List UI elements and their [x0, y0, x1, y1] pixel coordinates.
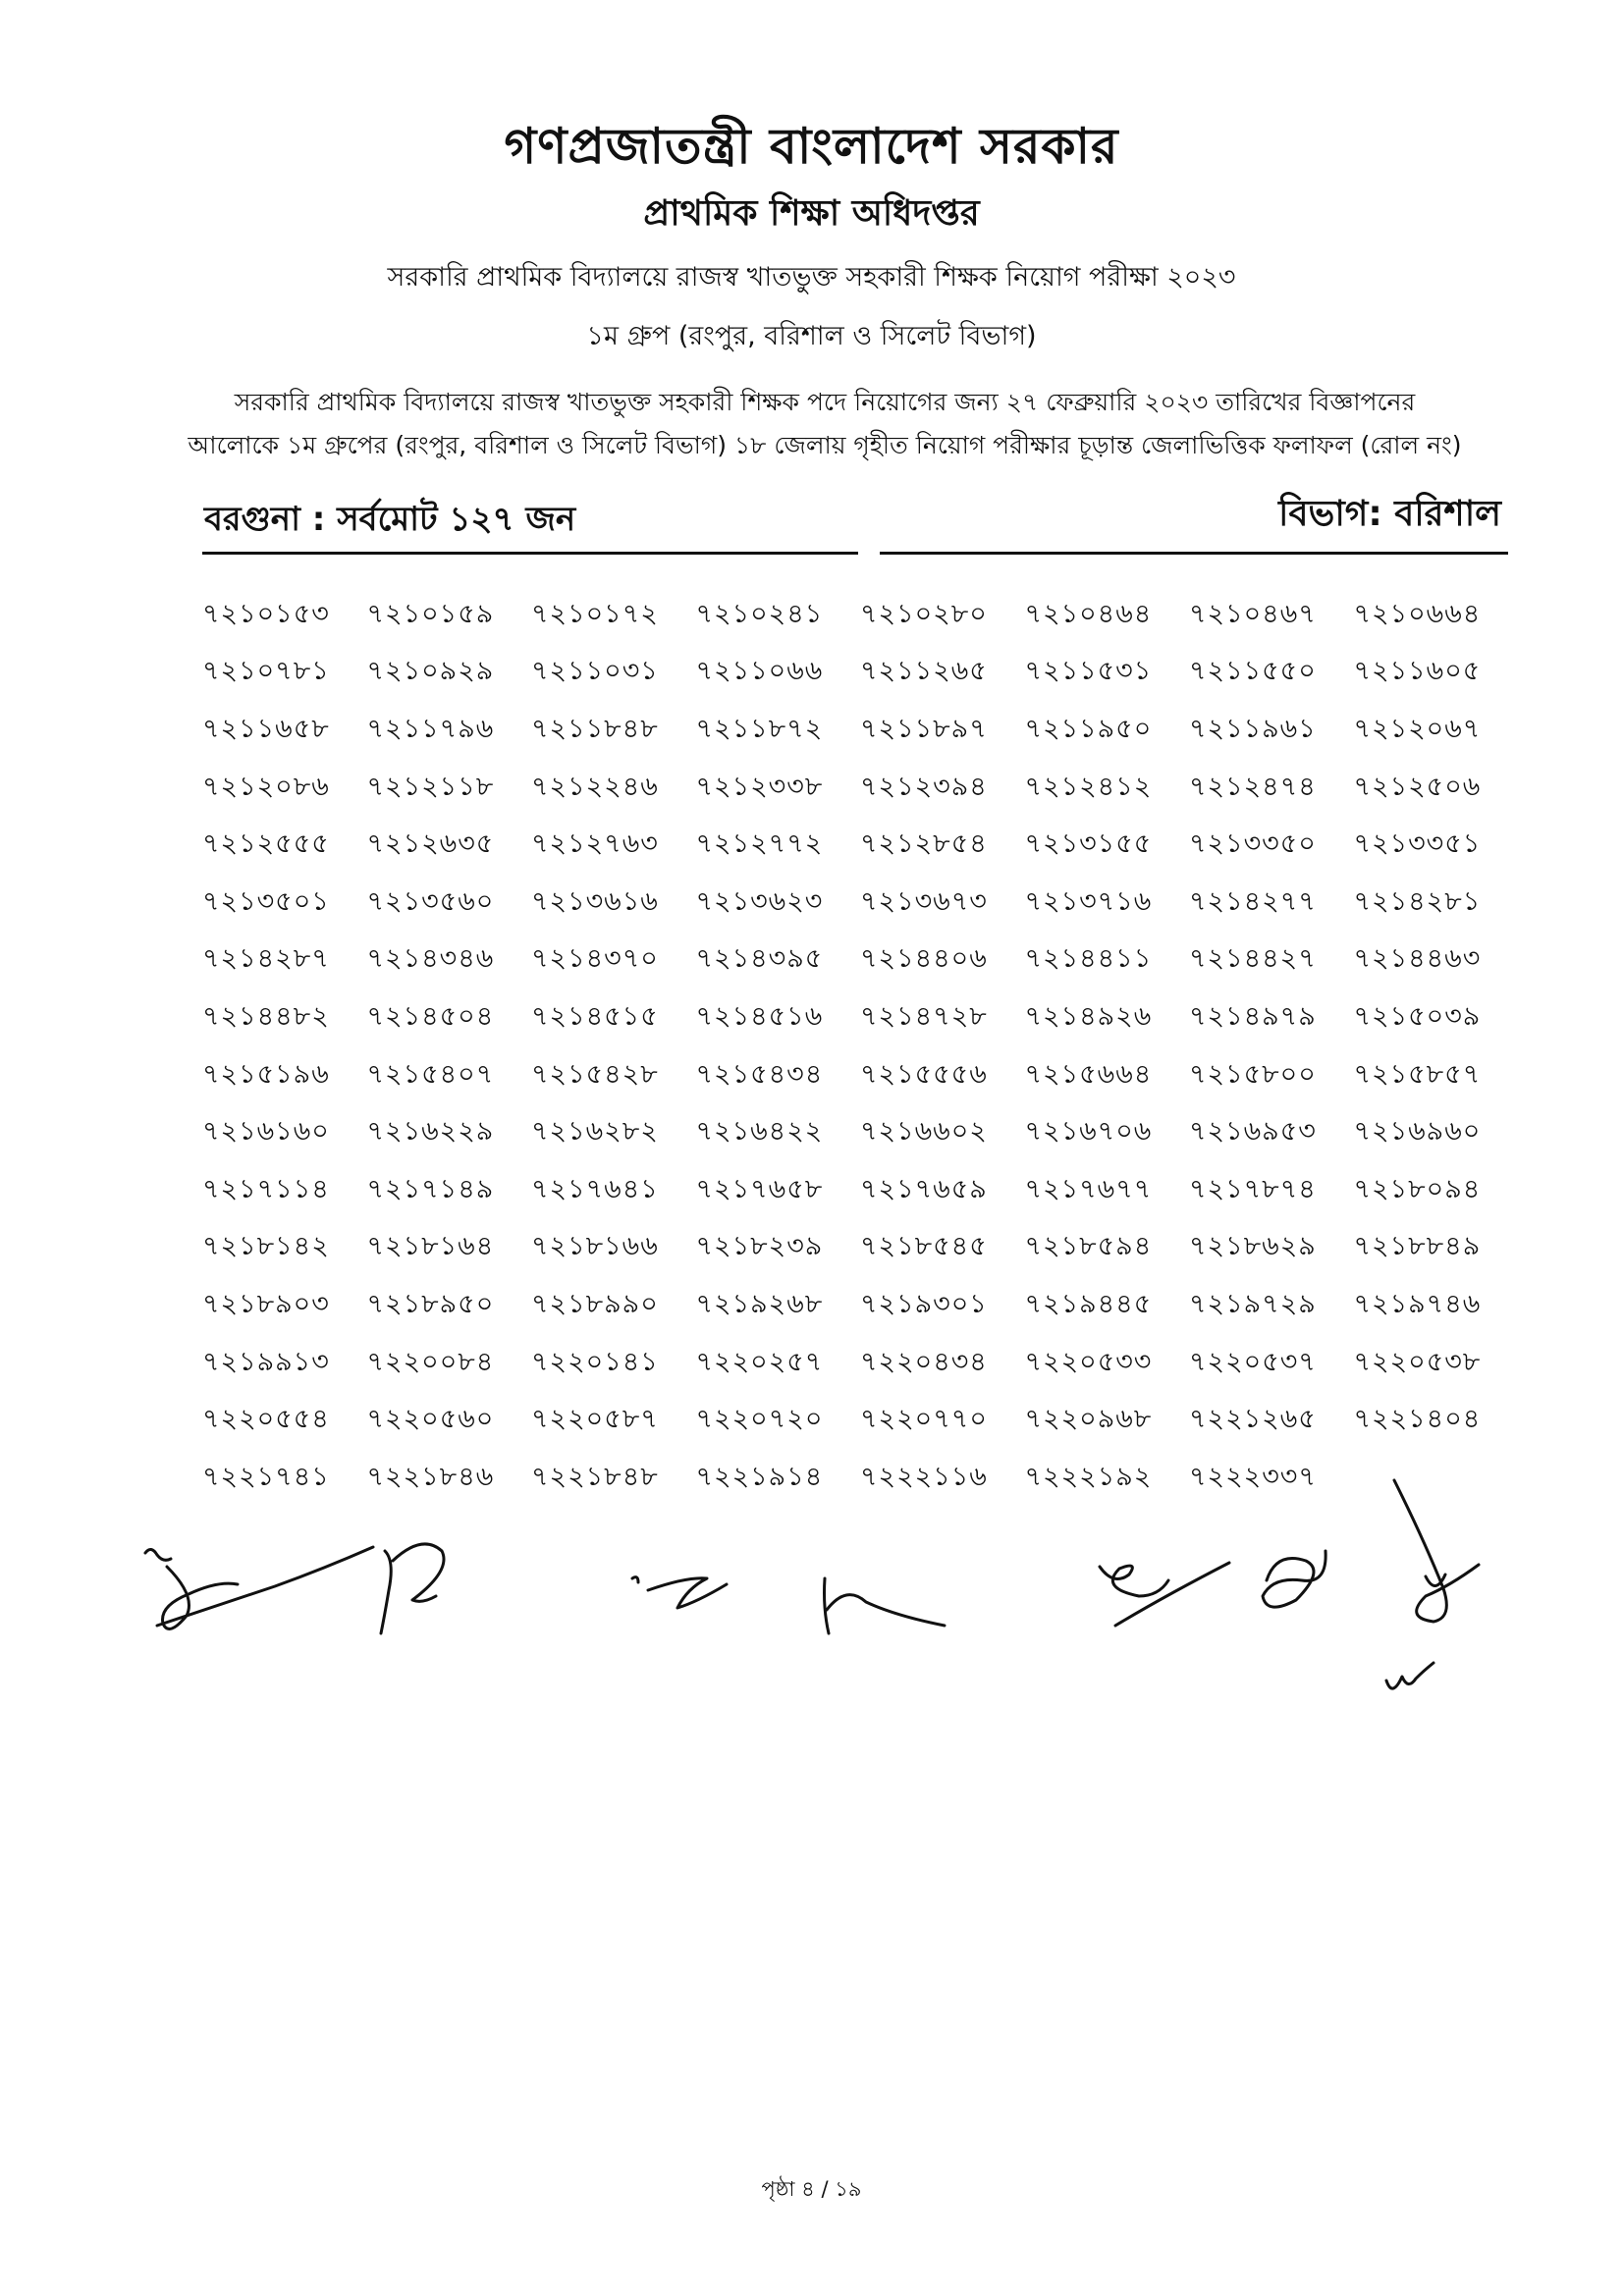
roll-number: ৭২১১৮৪৮ — [531, 713, 659, 744]
roll-number: ৭২১৮২৩৯ — [695, 1231, 824, 1262]
roll-number: ৭২১১৬০৫ — [1353, 656, 1482, 687]
roll-number: ৭২১৮১৬৬ — [531, 1231, 659, 1262]
roll-number: ৭২১৬৬০২ — [860, 1116, 988, 1148]
roll-number: ৭২১৭১৪৯ — [366, 1173, 495, 1204]
signature-4 — [825, 1578, 946, 1633]
roll-number: ৭২১৪৯২৬ — [1024, 1000, 1153, 1032]
roll-number: ৭২১৭১১৪ — [202, 1173, 330, 1204]
roll-number: ৭২১৬৯৫৩ — [1189, 1116, 1317, 1148]
roll-number: ৭২১২০৬৭ — [1353, 713, 1482, 744]
roll-number: ৭২২০১৪১ — [531, 1346, 659, 1377]
roll-number: ৭২১১৮৭২ — [695, 713, 824, 744]
roll-number: ৭২১৬৭০৬ — [1024, 1116, 1153, 1148]
roll-number: ৭২২১৭৪১ — [202, 1461, 330, 1492]
roll-number: ৭২১০২৮০ — [860, 598, 988, 629]
roll-number: ৭২১৭৬৭৭ — [1024, 1173, 1153, 1204]
roll-number: ৭২২০৫৬০ — [366, 1404, 495, 1435]
roll-number: ৭২২২১৯২ — [1024, 1461, 1153, 1492]
roll-number: ৭২১৮৯৯০ — [531, 1288, 659, 1319]
roll-number: ৭২১৪৭২৮ — [860, 1000, 988, 1032]
roll-number: ৭২১৫০৩৯ — [1353, 1000, 1482, 1032]
roll-number: ৭২১৮১৬৪ — [366, 1231, 495, 1262]
roll-number: ৭২১৩৬১৬ — [531, 885, 659, 917]
roll-number: ৭২১৭৮৭৪ — [1189, 1173, 1317, 1204]
roll-number: ৭২১৫৪০৭ — [366, 1058, 495, 1090]
district-heading: বরগুনা : সর্বমোট ১২৭ জন — [204, 500, 576, 539]
roll-number: ৭২১১০৬৬ — [695, 656, 824, 687]
roll-number: ৭২১৩৩৫০ — [1189, 828, 1317, 860]
roll-number: ৭২২০৭৭০ — [860, 1404, 988, 1435]
roll-number: ৭২১৪৩৪৬ — [366, 943, 495, 975]
roll-number: ৭২১০১৭২ — [531, 598, 659, 629]
roll-number: ৭২১১০৩১ — [531, 656, 659, 687]
roll-number: ৭২১৪৫০৪ — [366, 1000, 495, 1032]
roll-number: ৭২১৯২৬৮ — [695, 1288, 824, 1319]
roll-number: ৭২১৬৯৬০ — [1353, 1116, 1482, 1148]
roll-number: ৭২১১২৬৫ — [860, 656, 988, 687]
roll-number: ৭২২১২৬৫ — [1189, 1404, 1317, 1435]
roll-number: ৭২১২২৪৬ — [531, 771, 659, 802]
roll-number: ৭২১৩১৫৫ — [1024, 828, 1153, 860]
notice-line: আলোকে ১ম গ্রুপের (রংপুর, বরিশাল ও সিলেট বিভাগ) ১৮ জেলায় গৃহীত নিয়োগ পরীক্ষার চূড়ান্ত জেলাভিত্তিক ফলাফল (রোল নং) — [188, 431, 1462, 459]
roll-number: ৭২১২৩৩৮ — [695, 771, 824, 802]
roll-number: ৭২১৪৪২৭ — [1189, 943, 1317, 975]
signature-8 — [1386, 1663, 1434, 1688]
roll-number: ৭২১৯৯১৩ — [202, 1346, 330, 1377]
roll-number: ৭২১৫৮৫৭ — [1353, 1058, 1482, 1090]
roll-number: ৭২২২৩৩৭ — [1189, 1461, 1317, 1492]
roll-number: ৭২১২০৮৬ — [202, 771, 330, 802]
roll-number: ৭২২১৯১৪ — [695, 1461, 824, 1492]
signature-6 — [1263, 1551, 1325, 1607]
group-title: ১ম গ্রুপ (রংপুর, বরিশাল ও সিলেট বিভাগ) — [586, 321, 1037, 351]
roll-number: ৭২১৫৮০০ — [1189, 1058, 1317, 1090]
roll-number: ৭২১৪২৮৭ — [202, 943, 330, 975]
roll-number: ৭২১০৪৬৪ — [1024, 598, 1153, 629]
roll-number: ৭২১৯৪৪৫ — [1024, 1288, 1153, 1319]
roll-number: ৭২১৪৩৯৫ — [695, 943, 824, 975]
roll-number: ৭২১৪২৭৭ — [1189, 885, 1317, 917]
roll-number: ৭২১৩৫৬০ — [366, 885, 495, 917]
roll-number: ৭২১২১১৮ — [366, 771, 495, 802]
roll-number: ৭২১২৭৭২ — [695, 828, 824, 860]
roll-number: ৭২১৪৪১১ — [1024, 943, 1153, 975]
roll-number: ৭২১৭৬৫৯ — [860, 1173, 988, 1204]
roll-number: ৭২১৪৯৭৯ — [1189, 1000, 1317, 1032]
exam-title: সরকারি প্রাথমিক বিদ্যালয়ে রাজস্ব খাতভুক্ত সহকারী শিক্ষক নিয়োগ পরীক্ষা ২০২৩ — [387, 262, 1236, 293]
roll-number: ৭২১২৪৭৪ — [1189, 771, 1317, 802]
roll-number: ৭২১০২৪১ — [695, 598, 824, 629]
roll-number: ৭২১৮৯৫০ — [366, 1288, 495, 1319]
signature-3 — [632, 1577, 727, 1608]
roll-number: ৭২১৩৬৭৩ — [860, 885, 988, 917]
roll-number: ৭২১১৯৬১ — [1189, 713, 1317, 744]
roll-number: ৭২১১৮৯৭ — [860, 713, 988, 744]
roll-number: ৭২১১৫৩১ — [1024, 656, 1153, 687]
roll-number: ৭২১০৭৮১ — [202, 656, 330, 687]
roll-number: ৭২১২৪১২ — [1024, 771, 1153, 802]
roll-number: ৭২১৪৫১৬ — [695, 1000, 824, 1032]
roll-number: ৭২১৪৪৬৩ — [1353, 943, 1482, 975]
roll-number: ৭২১৯৭৪৬ — [1353, 1288, 1482, 1319]
signature-5 — [1100, 1563, 1229, 1626]
roll-number: ৭২১১৫৫০ — [1189, 656, 1317, 687]
roll-number: ৭২১৫৪২৮ — [531, 1058, 659, 1090]
roll-number: ৭২২০৭২০ — [695, 1404, 824, 1435]
roll-number: ৭২১৬১৬০ — [202, 1116, 330, 1148]
roll-number: ৭২১০৬৬৪ — [1353, 598, 1482, 629]
roll-number: ৭২১৮০৯৪ — [1353, 1173, 1482, 1204]
roll-number: ৭২১৪৪০৬ — [860, 943, 988, 975]
roll-number: ৭২১৫৪৩৪ — [695, 1058, 824, 1090]
roll-number: ৭২১২৫০৬ — [1353, 771, 1482, 802]
roll-number: ৭২১৫৬৬৪ — [1024, 1058, 1153, 1090]
roll-number: ৭২২০৪৩৪ — [860, 1346, 988, 1377]
roll-number: ৭২২০৫৩৮ — [1353, 1346, 1482, 1377]
roll-number: ৭২১১৯৫০ — [1024, 713, 1153, 744]
roll-number: ৭২২২১১৬ — [860, 1461, 988, 1492]
roll-number: ৭২১১৭৯৬ — [366, 713, 495, 744]
directorate-title: প্রাথমিক শিক্ষা অধিদপ্তর — [643, 193, 980, 234]
roll-number: ৭২১৬২২৯ — [366, 1116, 495, 1148]
roll-number: ৭২১৬৪২২ — [695, 1116, 824, 1148]
roll-number: ৭২১৪৩৭০ — [531, 943, 659, 975]
roll-number: ৭২১৩৭১৬ — [1024, 885, 1153, 917]
notice-line: সরকারি প্রাথমিক বিদ্যালয়ে রাজস্ব খাতভুক্ত সহকারী শিক্ষক পদে নিয়োগের জন্য ২৭ ফেব্রুয়ারি ২০২৩ তারিখের বিজ্ঞাপনের — [234, 388, 1416, 416]
roll-number: ৭২২১৪০৪ — [1353, 1404, 1482, 1435]
roll-number: ৭২১০১৫৯ — [366, 598, 495, 629]
signature-1 — [145, 1547, 373, 1629]
roll-number: ৭২১৪৫১৫ — [531, 1000, 659, 1032]
roll-number: ৭২১৮৫৯৪ — [1024, 1231, 1153, 1262]
roll-number: ৭২২০০৮৪ — [366, 1346, 495, 1377]
roll-number: ৭২১৫১৯৬ — [202, 1058, 330, 1090]
roll-number: ৭২১৭৬৪১ — [531, 1173, 659, 1204]
roll-number: ৭২১৪২৮১ — [1353, 885, 1482, 917]
roll-number: ৭২১৩৩৫১ — [1353, 828, 1482, 860]
roll-number: ৭২২০২৫৭ — [695, 1346, 824, 1377]
roll-number: ৭২১৬২৮২ — [531, 1116, 659, 1148]
signature-2 — [381, 1544, 444, 1633]
roll-number: ৭২২০৫৩৩ — [1024, 1346, 1153, 1377]
roll-number: ৭২২১৮৪৬ — [366, 1461, 495, 1492]
roll-number: ৭২১০১৫৩ — [202, 598, 330, 629]
roll-number: ৭২২০৫৫৪ — [202, 1404, 330, 1435]
roll-number: ৭২১৪৪৮২ — [202, 1000, 330, 1032]
roll-number: ৭২১৭৬৫৮ — [695, 1173, 824, 1204]
roll-number: ৭২১১৬৫৮ — [202, 713, 330, 744]
roll-number: ৭২১০৪৬৭ — [1189, 598, 1317, 629]
roll-number: ৭২১২৩৯৪ — [860, 771, 988, 802]
roll-number: ৭২১৮৬২৯ — [1189, 1231, 1317, 1262]
government-title: গণপ্রজাতন্ত্রী বাংলাদেশ সরকার — [504, 118, 1119, 175]
roll-number: ৭২২০৯৬৮ — [1024, 1404, 1153, 1435]
signature-7 — [1394, 1480, 1479, 1622]
page-number: পৃষ্ঠা ৪ / ১৯ — [761, 2177, 862, 2201]
division-heading: বিভাগ: বরিশাল — [1278, 494, 1501, 534]
roll-number: ৭২১২৭৬৩ — [531, 828, 659, 860]
roll-number: ৭২১৫৫৫৬ — [860, 1058, 988, 1090]
roll-number: ৭২১২৮৫৪ — [860, 828, 988, 860]
roll-number: ৭২১২৬৩৫ — [366, 828, 495, 860]
roll-number: ৭২১২৫৫৫ — [202, 828, 330, 860]
roll-number: ৭২২১৮৪৮ — [531, 1461, 659, 1492]
roll-number: ৭২১৩৫০১ — [202, 885, 330, 917]
roll-number: ৭২১৯৭২৯ — [1189, 1288, 1317, 1319]
roll-number: ৭২১০৯২৯ — [366, 656, 495, 687]
roll-number: ৭২২০৫৩৭ — [1189, 1346, 1317, 1377]
roll-number: ৭২১৮৯০৩ — [202, 1288, 330, 1319]
roll-number: ৭২১৯৩০১ — [860, 1288, 988, 1319]
roll-number: ৭২১৩৬২৩ — [695, 885, 824, 917]
roll-number: ৭২১৮১৪২ — [202, 1231, 330, 1262]
roll-number: ৭২১৮৫৪৫ — [860, 1231, 988, 1262]
roll-number: ৭২১৮৮৪৯ — [1353, 1231, 1482, 1262]
roll-number: ৭২২০৫৮৭ — [531, 1404, 659, 1435]
